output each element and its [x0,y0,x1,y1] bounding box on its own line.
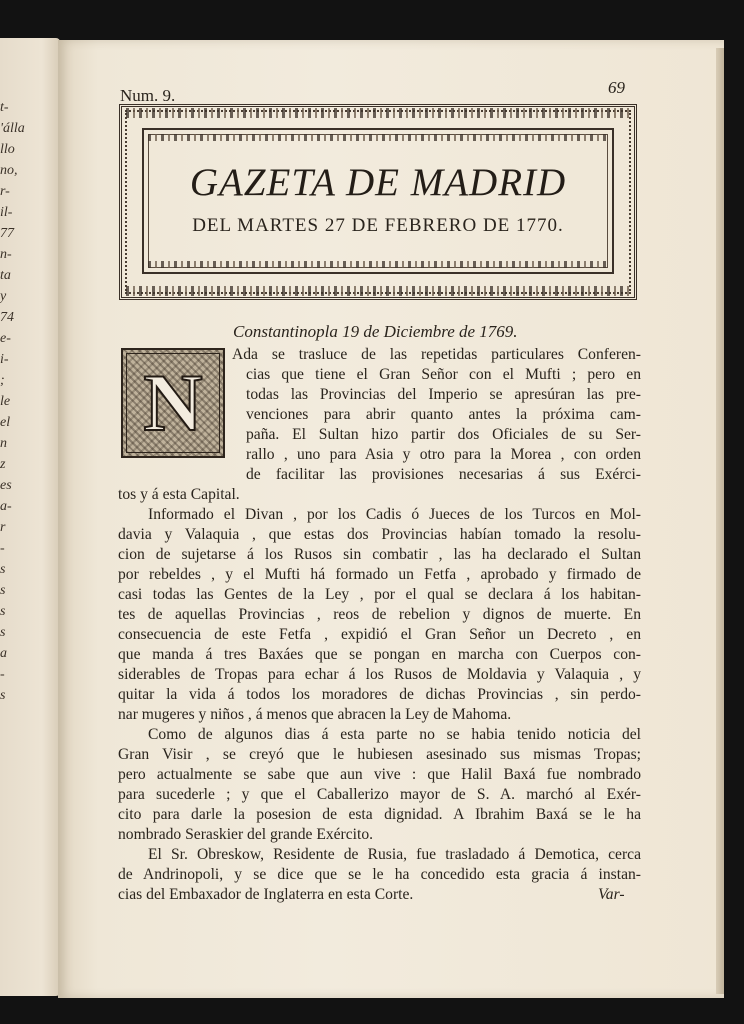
facing-page-fragment: s [0,562,6,577]
article-line: que manda á tres Baxáes que se pongan en marcha con Cuerpos con- [118,646,641,663]
article-line: tes de aquellas Provincias , reos de rebelion y dignos de muerte. En [118,606,641,623]
facing-page-fragment: llo [0,142,15,157]
catchword: Var- [598,886,625,903]
article-line: davia y Valaquia , que estas dos Provincias habían tomado la resolu- [118,526,641,543]
masthead-date: DEL MARTES 27 DE FEBRERO DE 1770. [192,215,564,236]
article-dateline: Constantinopla 19 de Diciembre de 1769. [233,322,518,341]
article-line: casi todas las Gentes de la Ley , por el qual se declara á los habitan- [118,586,641,603]
article-line: cion de sujetarse á los Rusos sin combatir , las ha declarado el Sultan [118,546,641,563]
article-line: cias que tiene el Gran Señor con el Mufti ; pero en [246,366,641,383]
facing-page-fragment: n- [0,247,12,262]
facing-page-fragment: ; [0,373,5,388]
article-line: venciones para abrir quanto antes la próxima cam- [246,406,641,423]
facing-page-fragment: s [0,688,6,703]
masthead-ornament-top [126,108,630,118]
article-line: Ada se trasluce de las repetidas particulares Conferen- [232,346,641,363]
facing-page-fragment: i- [0,352,9,367]
article-line: cias del Embaxador de Inglaterra en esta Corte. [118,886,414,903]
facing-page-fragment: ta [0,268,11,283]
page-number: 69 [608,78,625,97]
facing-page-fragment: a- [0,499,12,514]
masthead-ornament-bottom [126,286,630,296]
article-line: todas las Provincias del Imperio se apresúran las pre- [246,386,641,403]
facing-page-fragment: el [0,415,11,430]
article-line: Informado el Divan , por los Cadis ó Jueces de los Turcos en Mol- [148,506,641,523]
initial-letter: N [143,357,203,448]
article-line: para sucederle ; y que el Caballerizo mayor de S. A. marchó al Exér- [118,786,641,803]
masthead-inner-ornament-top [148,134,608,141]
article-line: tos y á esta Capital. [118,486,240,503]
article-line: pero actualmente se sabe que aun vive : que Halil Baxá fue nombrado [118,766,641,783]
article-line: de Andrinopoli, y se dice que se le ha concedido esta gracia á instan- [118,866,641,883]
article-line: siderables de Tropas para echar á los Rusos de Moldavia y Valaquia , y [118,666,641,683]
article-line: de facilitar las provisiones necesarias á sus Exérci- [246,466,641,483]
facing-page-fragment: 'álla [0,121,25,136]
facing-page-fragment: 77 [0,226,14,241]
facing-page-fragment: e- [0,331,11,346]
page-fore-edge [716,48,724,994]
article-line: rallo , uno para Asia y otro para la Morea , con orden [246,446,641,463]
facing-page-fragment: t- [0,100,9,115]
facing-page-fragment: s [0,583,6,598]
facing-page-fragment: il- [0,205,13,220]
article-line: quitar la vida á todos los moradores de dichas Provincias , sin perdo- [118,686,641,703]
facing-page-fragment: - [0,667,5,682]
facing-page-fragment: n [0,436,7,451]
facing-page-fragment: s [0,625,6,640]
article-line: El Sr. Obreskow, Residente de Rusia, fue trasladado á Demotica, cerca [148,846,641,863]
masthead-inner-ornament-bottom [148,261,608,268]
facing-page-fragment: z [0,457,6,472]
facing-page-fragment: no, [0,163,18,178]
masthead-title: GAZETA DE MADRID [189,161,567,204]
facing-page-fragment: y [0,289,7,304]
facing-page-fragment: 74 [0,310,14,325]
facing-page-fragment: s [0,604,6,619]
article-line: consecuencia de este Fetfa , expidió el Gran Señor un Decreto , en [118,626,641,643]
facing-page-fragment: es [0,478,12,493]
facing-page-edge [0,38,60,996]
issue-number: Num. 9. [120,86,176,105]
article-line: nombrado Seraskier del grande Exército. [118,826,374,843]
facing-page-fragment: r- [0,184,10,199]
article-line: nar mugeres y niños , á menos que abracen la Ley de Mahoma. [118,706,512,723]
facing-page-fragment: a [0,646,7,661]
decorated-initial [121,348,225,458]
facing-page-fragment: le [0,394,11,409]
article-line: por rebeldes , y el Mufti há formado un Fetfa , aprobado y firmado de [118,566,641,583]
article-line: paña. El Sultan hizo partir dos Oficiales de su Ser- [246,426,641,443]
facing-page-fragment: - [0,541,5,556]
article-line: Como de algunos dias á esta parte no se habia tenido noticia del [148,726,641,743]
article-line: Gran Visir , se creyó que le hubiesen asesinado sus mismas Tropas; [118,746,641,763]
article-line: cito para darle la posesion de esta dignidad. A Ibrahim Baxá se le ha [118,806,641,823]
facing-page-fragment: r [0,520,6,535]
